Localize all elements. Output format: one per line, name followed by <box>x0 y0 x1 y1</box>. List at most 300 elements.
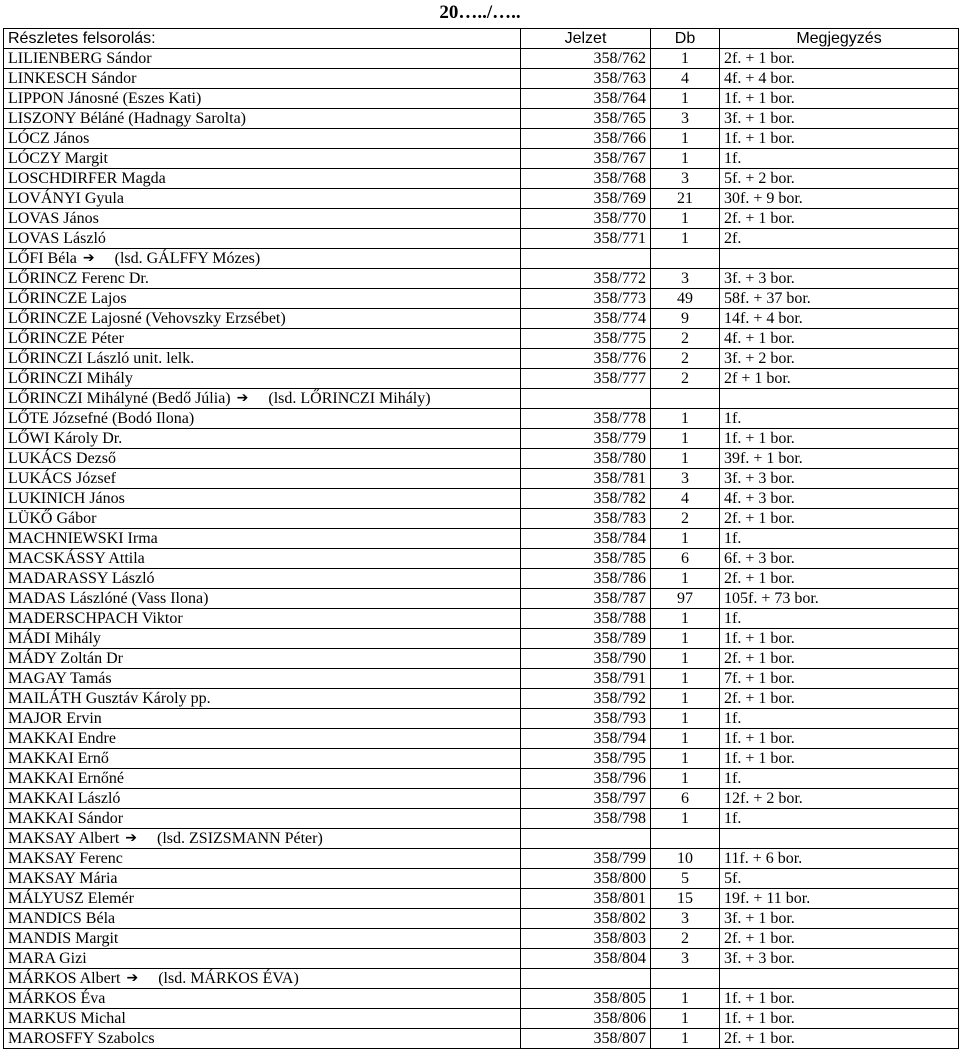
row-jelzet: 358/803 <box>521 929 651 949</box>
name-wrap <box>8 369 516 388</box>
row-db: 3 <box>651 949 720 969</box>
row-megjegyzes: 2f. + 1 bor. <box>720 209 959 229</box>
row-db: 10 <box>651 849 720 869</box>
row-name-cell <box>4 129 521 149</box>
table-row <box>4 369 959 389</box>
table-row <box>4 549 959 569</box>
name-wrap <box>8 329 516 348</box>
row-megjegyzes: 3f. + 1 bor. <box>720 909 959 929</box>
row-name-cell <box>4 789 521 809</box>
table-row <box>4 449 959 469</box>
name-wrap <box>8 929 516 948</box>
row-megjegyzes: 1f. <box>720 809 959 829</box>
table-row <box>4 489 959 509</box>
row-name: LOVÁNYI Gyula <box>8 190 124 207</box>
table-row <box>4 329 959 349</box>
row-megjegyzes: 1f. + 1 bor. <box>720 989 959 1009</box>
row-jelzet: 358/775 <box>521 329 651 349</box>
row-name-cell <box>4 409 521 429</box>
row-db: 1 <box>651 669 720 689</box>
table-row <box>4 909 959 929</box>
row-megjegyzes: 30f. + 9 bor. <box>720 189 959 209</box>
row-megjegyzes: 12f. + 2 bor. <box>720 789 959 809</box>
name-wrap <box>8 949 516 968</box>
row-name-cell <box>4 729 521 749</box>
name-wrap <box>8 689 516 708</box>
row-jelzet: 358/778 <box>521 409 651 429</box>
table-row <box>4 389 959 409</box>
row-jelzet: 358/780 <box>521 449 651 469</box>
row-name: MAKKAI László <box>8 790 121 807</box>
row-db <box>651 389 720 409</box>
row-db: 1 <box>651 989 720 1009</box>
table-row <box>4 189 959 209</box>
name-wrap <box>8 709 516 728</box>
name-wrap <box>8 289 516 308</box>
row-jelzet: 358/792 <box>521 689 651 709</box>
cross-reference: (lsd. ZSIZSMANN Péter) <box>157 830 323 847</box>
table-row <box>4 749 959 769</box>
row-name-cell <box>4 149 521 169</box>
row-jelzet: 358/801 <box>521 889 651 909</box>
row-db: 1 <box>651 1029 720 1049</box>
row-name: MAKSAY Albert <box>8 830 120 847</box>
row-name-cell <box>4 589 521 609</box>
row-megjegyzes: 14f. + 4 bor. <box>720 309 959 329</box>
table-row <box>4 89 959 109</box>
row-jelzet: 358/795 <box>521 749 651 769</box>
row-megjegyzes: 5f. + 2 bor. <box>720 169 959 189</box>
row-name: MAILÁTH Gusztáv Károly pp. <box>8 690 211 707</box>
row-name-cell <box>4 309 521 329</box>
table-row <box>4 529 959 549</box>
row-megjegyzes: 2f. + 1 bor. <box>720 1029 959 1049</box>
table-row <box>4 769 959 789</box>
row-jelzet: 358/807 <box>521 1029 651 1049</box>
row-name: LOVAS János <box>8 210 99 227</box>
row-name-cell <box>4 269 521 289</box>
row-name: MÁDI Mihály <box>8 630 101 647</box>
row-name-cell <box>4 469 521 489</box>
table-row <box>4 629 959 649</box>
row-name: MARA Gizi <box>8 950 87 967</box>
table-row <box>4 269 959 289</box>
name-wrap <box>8 109 516 128</box>
name-wrap <box>8 509 516 528</box>
row-megjegyzes: 3f. + 3 bor. <box>720 469 959 489</box>
records-body <box>4 29 959 1049</box>
row-megjegyzes: 1f. + 1 bor. <box>720 749 959 769</box>
row-db: 1 <box>651 529 720 549</box>
row-megjegyzes: 39f. + 1 bor. <box>720 449 959 469</box>
row-name-cell <box>4 649 521 669</box>
row-db: 1 <box>651 449 720 469</box>
row-megjegyzes <box>720 969 959 989</box>
name-wrap <box>8 469 516 488</box>
row-megjegyzes: 2f. + 1 bor. <box>720 649 959 669</box>
row-name: MAGAY Tamás <box>8 670 112 687</box>
row-name: LÜKŐ Gábor <box>8 510 97 527</box>
row-jelzet: 358/773 <box>521 289 651 309</box>
row-name: LILIENBERG Sándor <box>8 50 152 67</box>
row-name-cell <box>4 769 521 789</box>
row-db: 1 <box>651 689 720 709</box>
row-name-cell <box>4 829 521 849</box>
row-db: 2 <box>651 329 720 349</box>
name-wrap <box>8 69 516 88</box>
row-db: 1 <box>651 1009 720 1029</box>
row-jelzet: 358/800 <box>521 869 651 889</box>
row-megjegyzes: 1f. + 1 bor. <box>720 1009 959 1029</box>
cross-reference: (lsd. GÁLFFY Mózes) <box>114 250 261 267</box>
name-wrap <box>8 989 516 1008</box>
name-wrap <box>8 349 516 368</box>
row-megjegyzes: 3f. + 1 bor. <box>720 109 959 129</box>
row-name-cell <box>4 289 521 309</box>
row-megjegyzes: 1f. <box>720 709 959 729</box>
row-name-cell <box>4 229 521 249</box>
table-row <box>4 69 959 89</box>
row-name: MÁDY Zoltán Dr <box>8 650 123 667</box>
table-row <box>4 969 959 989</box>
row-name-cell <box>4 749 521 769</box>
row-name-cell <box>4 509 521 529</box>
table-row <box>4 849 959 869</box>
table-row <box>4 569 959 589</box>
row-jelzet: 358/804 <box>521 949 651 969</box>
row-name-cell <box>4 49 521 69</box>
row-jelzet <box>521 249 651 269</box>
row-name-cell <box>4 329 521 349</box>
row-megjegyzes: 2f. <box>720 229 959 249</box>
table-row <box>4 509 959 529</box>
table-row <box>4 249 959 269</box>
name-wrap <box>8 209 516 228</box>
row-megjegyzes: 58f. + 37 bor. <box>720 289 959 309</box>
row-db: 1 <box>651 209 720 229</box>
row-db: 1 <box>651 769 720 789</box>
row-db: 1 <box>651 89 720 109</box>
row-jelzet: 358/806 <box>521 1009 651 1029</box>
row-megjegyzes: 19f. + 11 bor. <box>720 889 959 909</box>
row-jelzet: 358/771 <box>521 229 651 249</box>
row-name-cell <box>4 89 521 109</box>
row-megjegyzes: 2f. + 1 bor. <box>720 569 959 589</box>
row-name: MAKSAY Ferenc <box>8 850 123 867</box>
row-name: LŐRINCZI Mihály <box>8 370 133 387</box>
row-name: MANDICS Béla <box>8 910 116 927</box>
row-db: 1 <box>651 429 720 449</box>
row-name: MÁLYUSZ Elemér <box>8 890 134 907</box>
row-name: LIPPON Jánosné (Eszes Kati) <box>8 90 202 107</box>
header-megjegyzes: Megjegyzés <box>720 29 959 49</box>
row-name-cell <box>4 549 521 569</box>
row-db: 3 <box>651 909 720 929</box>
row-megjegyzes: 5f. <box>720 869 959 889</box>
row-megjegyzes: 2f + 1 bor. <box>720 369 959 389</box>
row-jelzet: 358/791 <box>521 669 651 689</box>
table-row <box>4 429 959 449</box>
name-wrap <box>8 89 516 108</box>
table-row <box>4 209 959 229</box>
name-wrap <box>8 189 516 208</box>
row-jelzet: 358/794 <box>521 729 651 749</box>
row-name: MAKKAI Endre <box>8 730 116 747</box>
row-name-cell <box>4 209 521 229</box>
row-db <box>651 829 720 849</box>
row-db: 21 <box>651 189 720 209</box>
name-wrap <box>8 789 516 808</box>
row-megjegyzes: 1f. <box>720 149 959 169</box>
name-wrap <box>8 409 516 428</box>
row-megjegyzes <box>720 249 959 269</box>
table-row <box>4 589 959 609</box>
row-megjegyzes: 2f. + 1 bor. <box>720 509 959 529</box>
row-jelzet: 358/805 <box>521 989 651 1009</box>
row-jelzet: 358/772 <box>521 269 651 289</box>
row-db: 2 <box>651 509 720 529</box>
table-row <box>4 169 959 189</box>
row-megjegyzes: 3f. + 2 bor. <box>720 349 959 369</box>
row-name: MACHNIEWSKI Irma <box>8 530 158 547</box>
name-wrap <box>8 129 516 148</box>
row-megjegyzes: 1f. <box>720 609 959 629</box>
row-db: 97 <box>651 589 720 609</box>
row-name-cell <box>4 429 521 449</box>
row-jelzet: 358/769 <box>521 189 651 209</box>
row-db: 1 <box>651 569 720 589</box>
row-jelzet: 358/797 <box>521 789 651 809</box>
row-jelzet: 358/783 <box>521 509 651 529</box>
name-wrap <box>8 849 516 868</box>
name-wrap <box>8 749 516 768</box>
name-wrap <box>8 829 516 848</box>
row-name-cell <box>4 369 521 389</box>
row-jelzet: 358/787 <box>521 589 651 609</box>
row-name-cell <box>4 669 521 689</box>
row-megjegyzes: 4f. + 4 bor. <box>720 69 959 89</box>
row-name: MAJOR Ervin <box>8 710 102 727</box>
name-wrap <box>8 869 516 888</box>
table-row <box>4 149 959 169</box>
name-wrap <box>8 729 516 748</box>
row-name: LÓCZ János <box>8 130 90 147</box>
row-jelzet: 358/784 <box>521 529 651 549</box>
row-megjegyzes: 1f. <box>720 529 959 549</box>
row-name: MADARASSY László <box>8 570 155 587</box>
row-db: 4 <box>651 69 720 89</box>
row-name-cell <box>4 449 521 469</box>
row-name-cell <box>4 189 521 209</box>
row-name-cell <box>4 249 521 269</box>
table-row <box>4 1009 959 1029</box>
row-db: 1 <box>651 409 720 429</box>
table-row <box>4 889 959 909</box>
row-name-cell <box>4 1029 521 1049</box>
row-db: 3 <box>651 469 720 489</box>
name-wrap <box>8 389 516 408</box>
table-row <box>4 669 959 689</box>
row-name-cell <box>4 809 521 829</box>
table-row <box>4 1029 959 1049</box>
row-name-cell <box>4 909 521 929</box>
name-wrap <box>8 609 516 628</box>
row-name: LUKINICH János <box>8 490 125 507</box>
row-jelzet: 358/781 <box>521 469 651 489</box>
row-db <box>651 249 720 269</box>
row-db: 1 <box>651 749 720 769</box>
row-db: 1 <box>651 709 720 729</box>
row-megjegyzes: 11f. + 6 bor. <box>720 849 959 869</box>
row-jelzet <box>521 969 651 989</box>
table-row <box>4 709 959 729</box>
name-wrap <box>8 49 516 68</box>
row-jelzet: 358/796 <box>521 769 651 789</box>
row-name-cell <box>4 849 521 869</box>
row-name: MADERSCHPACH Viktor <box>8 610 183 627</box>
row-jelzet: 358/802 <box>521 909 651 929</box>
header-db: Db <box>651 29 720 49</box>
name-wrap <box>8 969 516 988</box>
row-name-cell <box>4 1009 521 1029</box>
name-wrap <box>8 529 516 548</box>
row-name: LŐRINCZ Ferenc Dr. <box>8 270 149 287</box>
cross-reference: (lsd. LŐRINCZI Mihály) <box>268 390 431 407</box>
row-name-cell <box>4 869 521 889</box>
row-megjegyzes: 1f. + 1 bor. <box>720 629 959 649</box>
row-name: MAROSFFY Szabolcs <box>8 1030 155 1047</box>
row-name: MACSKÁSSY Attila <box>8 550 145 567</box>
row-jelzet: 358/789 <box>521 629 651 649</box>
row-megjegyzes: 1f. + 1 bor. <box>720 729 959 749</box>
table-row <box>4 49 959 69</box>
table-row <box>4 789 959 809</box>
row-name: LŐRINCZE Lajos <box>8 290 127 307</box>
row-name: LŐRINCZI Mihályné (Bedő Júlia) <box>8 390 231 407</box>
row-db: 1 <box>651 729 720 749</box>
row-name-cell <box>4 609 521 629</box>
row-db: 1 <box>651 149 720 169</box>
name-wrap <box>8 809 516 828</box>
row-name-cell <box>4 929 521 949</box>
name-wrap <box>8 429 516 448</box>
name-wrap <box>8 1029 516 1048</box>
row-jelzet: 358/765 <box>521 109 651 129</box>
table-row <box>4 609 959 629</box>
row-name-cell <box>4 489 521 509</box>
name-wrap <box>8 229 516 248</box>
name-wrap <box>8 149 516 168</box>
name-wrap <box>8 909 516 928</box>
row-name: LŐRINCZE Lajosné (Vehovszky Erzsébet) <box>8 310 286 327</box>
arrow-right-icon: ➔ <box>125 830 138 846</box>
name-wrap <box>8 589 516 608</box>
row-name: MARKUS Michal <box>8 1010 126 1027</box>
row-name: LUKÁCS József <box>8 470 116 487</box>
row-jelzet: 358/762 <box>521 49 651 69</box>
row-jelzet: 358/790 <box>521 649 651 669</box>
row-db: 3 <box>651 169 720 189</box>
row-name: LINKESCH Sándor <box>8 70 137 87</box>
row-db: 1 <box>651 129 720 149</box>
row-name: LOSCHDIRFER Magda <box>8 170 166 187</box>
row-db: 1 <box>651 649 720 669</box>
row-name-cell <box>4 889 521 909</box>
row-db: 6 <box>651 549 720 569</box>
name-wrap <box>8 449 516 468</box>
row-name-cell <box>4 969 521 989</box>
row-megjegyzes: 4f. + 1 bor. <box>720 329 959 349</box>
row-megjegyzes: 2f. + 1 bor. <box>720 689 959 709</box>
name-wrap <box>8 769 516 788</box>
row-db: 9 <box>651 309 720 329</box>
row-name-cell <box>4 529 521 549</box>
row-name: LŐRINCZI László unit. lelk. <box>8 350 195 367</box>
row-db: 2 <box>651 369 720 389</box>
row-megjegyzes: 3f. + 3 bor. <box>720 949 959 969</box>
table-header-row <box>4 29 959 49</box>
table-row <box>4 949 959 969</box>
row-megjegyzes: 105f. + 73 bor. <box>720 589 959 609</box>
records-table <box>3 28 959 1049</box>
row-name: LUKÁCS Dezső <box>8 450 116 467</box>
table-row <box>4 469 959 489</box>
row-name: MANDIS Margit <box>8 930 119 947</box>
row-jelzet: 358/788 <box>521 609 651 629</box>
row-db: 1 <box>651 809 720 829</box>
row-db: 2 <box>651 349 720 369</box>
row-jelzet: 358/779 <box>521 429 651 449</box>
row-name: LŐWI Károly Dr. <box>8 430 123 447</box>
row-name-cell <box>4 629 521 649</box>
row-jelzet: 358/793 <box>521 709 651 729</box>
name-wrap <box>8 889 516 908</box>
row-jelzet: 358/799 <box>521 849 651 869</box>
row-name-cell <box>4 569 521 589</box>
row-name: MADAS Lászlóné (Vass Ilona) <box>8 590 209 607</box>
row-jelzet: 358/777 <box>521 369 651 389</box>
header-name: Részletes felsorolás: <box>4 29 521 49</box>
name-wrap <box>8 549 516 568</box>
row-megjegyzes: 1f. + 1 bor. <box>720 89 959 109</box>
row-megjegyzes: 1f. <box>720 409 959 429</box>
row-jelzet <box>521 829 651 849</box>
row-megjegyzes: 2f. + 1 bor. <box>720 929 959 949</box>
table-row <box>4 109 959 129</box>
row-name: LOVAS László <box>8 230 106 247</box>
name-wrap <box>8 249 516 268</box>
row-megjegyzes: 6f. + 3 bor. <box>720 549 959 569</box>
row-name-cell <box>4 389 521 409</box>
row-jelzet: 358/798 <box>521 809 651 829</box>
table-row <box>4 349 959 369</box>
row-db: 6 <box>651 789 720 809</box>
arrow-right-icon: ➔ <box>82 250 95 266</box>
row-megjegyzes: 4f. + 3 bor. <box>720 489 959 509</box>
row-jelzet: 358/776 <box>521 349 651 369</box>
row-name: MAKSAY Mária <box>8 870 118 887</box>
table-row <box>4 929 959 949</box>
name-wrap <box>8 489 516 508</box>
row-name: MÁRKOS Éva <box>8 990 106 1007</box>
row-name: MAKKAI Sándor <box>8 810 124 827</box>
row-name-cell <box>4 169 521 189</box>
table-row <box>4 649 959 669</box>
row-name-cell <box>4 109 521 129</box>
name-wrap <box>8 269 516 288</box>
row-megjegyzes: 2f. + 1 bor. <box>720 49 959 69</box>
header-jelzet: Jelzet <box>521 29 651 49</box>
